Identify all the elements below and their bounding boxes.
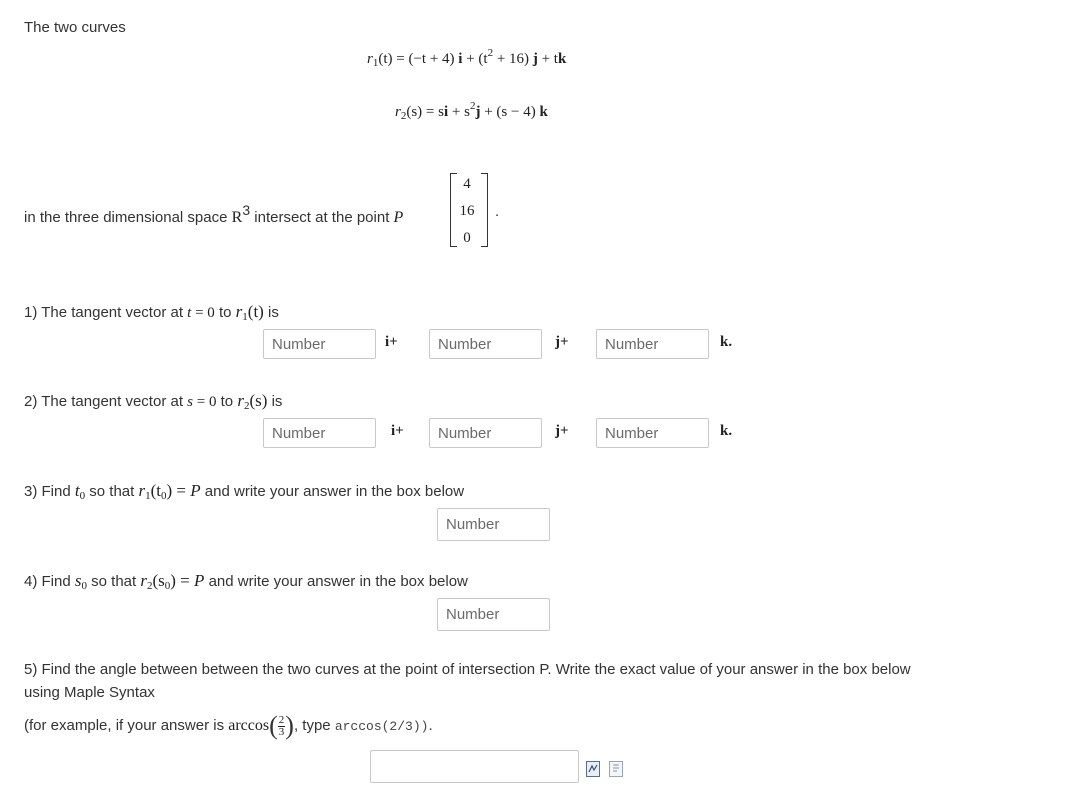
intersection-statement (24, 202, 403, 227)
q2-prompt (24, 391, 282, 412)
q2-text-before: 2) The tangent vector at (24, 393, 188, 410)
q3-text-before: 3) Find (24, 483, 75, 500)
q1-text-to: to (214, 304, 236, 321)
q1-j-component-input[interactable] (429, 329, 542, 359)
q4-text-after: and write your answer in the box below (204, 573, 468, 590)
q2-fn: r (237, 391, 244, 410)
q4-fn: r (140, 571, 147, 590)
q2-eq: = 0 (193, 394, 217, 410)
vector-entry-y: 16 (459, 203, 475, 219)
q3-var-sub: 0 (79, 490, 86, 502)
q2-i-component-input[interactable] (263, 418, 376, 448)
intersection-text-after: intersect at the point (250, 209, 394, 226)
q4-fn-arg-sub: 0 (164, 580, 171, 592)
r1-k: k (557, 51, 567, 67)
r1-subscript: 1 (372, 57, 379, 69)
r1-args: (t) = (−t + 4) (378, 51, 459, 67)
q5-example-end: . (428, 717, 433, 734)
r2-sup: 2 (469, 100, 476, 112)
vector-entry-z: 0 (463, 230, 471, 246)
q5-example-mid: , type (293, 717, 335, 734)
r2-mid: + s (448, 104, 470, 120)
q4-answer-input[interactable] (437, 598, 550, 631)
q5-example-code: arccos(2/3)) (334, 719, 429, 734)
q3-point: P (190, 481, 201, 500)
q1-fn-sub: 1 (242, 311, 248, 323)
q1-text-after: is (263, 304, 279, 321)
q3-fn-arg-sub: 0 (160, 490, 167, 502)
q2-fn-sub: 2 (243, 400, 250, 412)
curve-r1-equation (367, 47, 566, 69)
preview-icon[interactable] (586, 761, 600, 777)
q3-fn-arg-close: ) = (166, 481, 191, 500)
q1-i-label: i+ (385, 334, 398, 350)
q3-fn-arg-open: (t (150, 481, 161, 500)
q3-text-mid: so that (85, 483, 139, 500)
q1-k-component-input[interactable] (596, 329, 709, 359)
q4-var: s (74, 571, 82, 590)
q3-fn-sub: 1 (145, 490, 151, 502)
intersection-text-before: in the three dimensional space (24, 209, 232, 226)
r1-rest: + 16) (493, 51, 533, 67)
q1-i-component-input[interactable] (263, 329, 376, 359)
r2-subscript: 2 (400, 110, 407, 122)
q5-answer-input[interactable] (370, 750, 579, 783)
vector-right-bracket (481, 173, 488, 247)
q3-text-after: and write your answer in the box below (200, 483, 465, 500)
q5-example-fn: arccos (228, 717, 270, 734)
r2-args: (s) = s (406, 104, 444, 120)
q1-fn: r (235, 302, 243, 321)
q5-example-num: 2 (278, 713, 285, 726)
q5-example-close-paren: ) (285, 711, 294, 741)
q2-text-after: is (267, 393, 283, 410)
vector-entry-x: 4 (463, 176, 471, 192)
q4-fn-arg-close: ) = (170, 571, 195, 590)
q1-fn-arg: (t) (247, 302, 264, 321)
q2-fn-arg: (s) (249, 391, 268, 410)
q4-var-sub: 0 (81, 580, 87, 592)
r2-i: i (443, 104, 449, 120)
q4-prompt (24, 571, 468, 592)
r1-sup: 2 (487, 47, 494, 59)
space-symbol: R (231, 209, 243, 226)
r1-end: + t (537, 51, 558, 67)
q5-prompt-line1: 5) Find the angle between between the two curves at the point of intersection P. Write the exact value of your answer in the box below (24, 661, 911, 678)
q1-var: t (187, 305, 192, 321)
q2-j-component-input[interactable] (429, 418, 542, 448)
q2-i-label: i+ (391, 423, 404, 439)
q2-k-label: k. (720, 423, 733, 439)
point-name: P (393, 209, 404, 226)
q5-example (24, 708, 433, 744)
q2-k-component-input[interactable] (596, 418, 709, 448)
q2-var: s (187, 394, 193, 410)
q4-fn-arg-open: (s (152, 571, 165, 590)
r1-mid: + (t (462, 51, 488, 67)
q5-prompt-line2: using Maple Syntax (24, 684, 155, 701)
curve-r2-equation (395, 100, 548, 122)
q4-fn-sub: 2 (146, 580, 153, 592)
r2-symbol: r (395, 104, 401, 120)
q5-example-before: (for example, if your answer is (24, 717, 229, 734)
q1-text-before: 1) The tangent vector at (24, 304, 188, 321)
q2-text-to: to (216, 393, 238, 410)
q4-point: P (194, 571, 205, 590)
q5-example-den: 3 (278, 725, 285, 738)
r2-rest: + (s − 4) (480, 104, 540, 120)
syntax-help-icon[interactable] (609, 761, 623, 777)
r1-j: j (532, 51, 538, 67)
q4-text-mid: so that (86, 573, 141, 590)
q4-text-before: 4) Find (24, 573, 75, 590)
q1-prompt (24, 302, 279, 323)
q1-j-label: j+ (555, 334, 569, 350)
vector-period: . (495, 203, 500, 220)
q5-example-open-paren: ( (269, 711, 278, 741)
q3-answer-input[interactable] (437, 508, 550, 541)
r1-i: i (458, 51, 463, 67)
q2-j-label: j+ (555, 423, 569, 439)
q1-k-label: k. (720, 334, 733, 350)
q3-var: t (74, 481, 80, 500)
intro-text: The two curves (24, 19, 126, 36)
r2-j: j (475, 104, 481, 120)
q3-fn: r (138, 481, 146, 500)
q3-prompt (24, 481, 464, 502)
r2-k: k (539, 104, 548, 120)
space-sup: 3 (242, 202, 251, 218)
q1-eq: = 0 (191, 305, 215, 321)
r1-symbol: r (367, 51, 373, 67)
